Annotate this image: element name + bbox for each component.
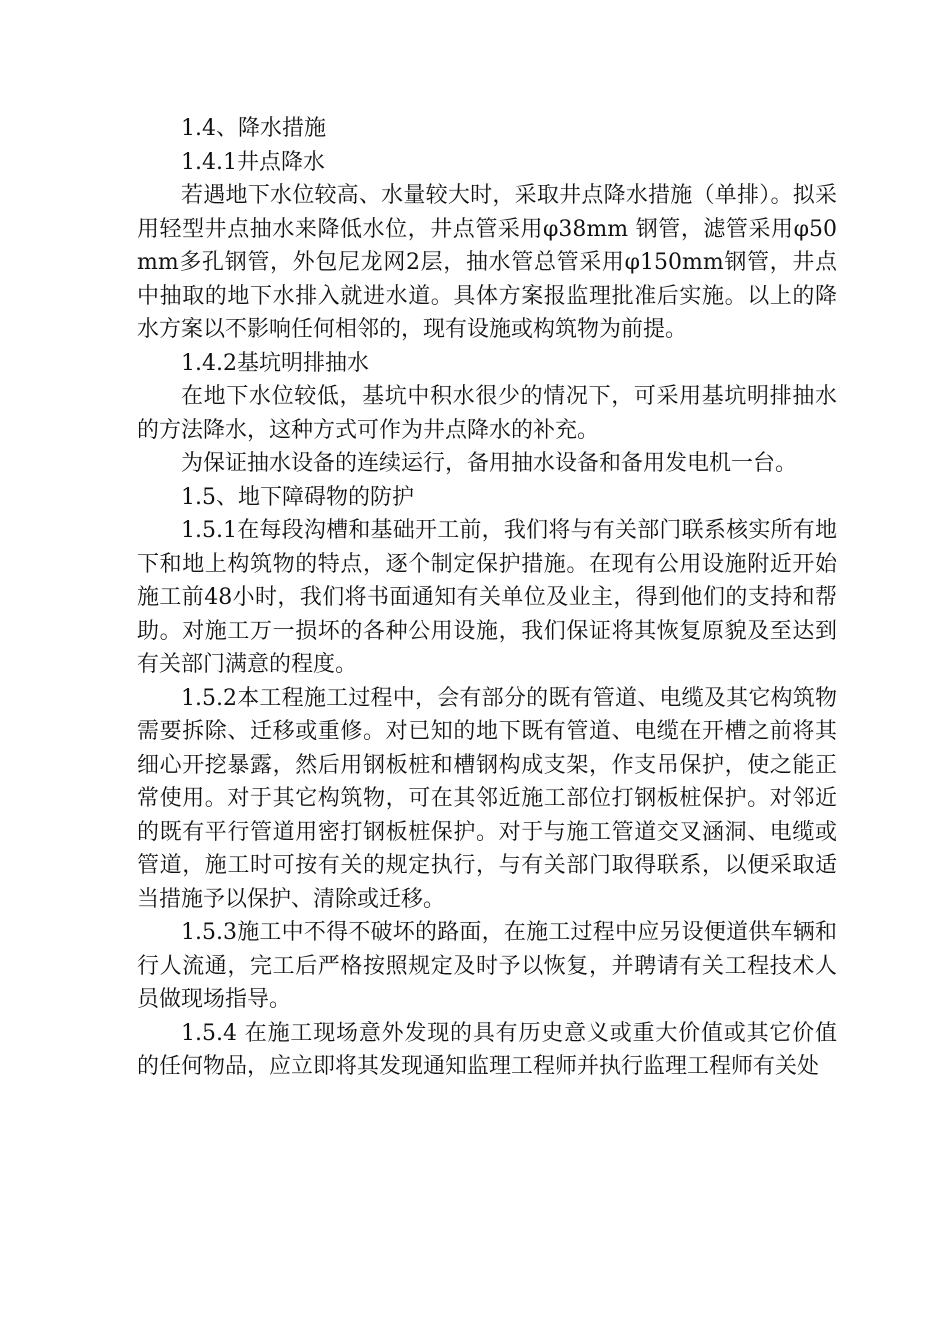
paragraph-1-5-4: 1.5.4 在施工现场意外发现的具有历史意义或重大价值或其它价值的任何物品，应立即将其发现通知监理工程师并执行监理工程师有关处 — [137, 1020, 837, 1079]
paragraph-1-5-1: 1.5.1在每段沟槽和基础开工前，我们将与有关部门联系核实所有地下和地上构筑物的特点，逐个制定保护措施。在现有公用设施附近开始施工前48小时，我们将书面通知有关单位及业主，得到他们的支持和帮助。对施工万一损坏的各种公用设施，我们保证将其恢复原貌及至达到有关部门满意的程度。 — [137, 518, 837, 677]
paragraph-well-point-dewatering: 若遇地下水位较高、水量较大时，采取井点降水措施（单排）。拟采用轻型井点抽水来降低水位，井点管采用φ38mm 钢管，滤管采用φ50mm多孔钢管，外包尼龙网2层，抽水管总管采用φ150mm钢管，井点中抽取的地下水排入就进水道。具体方案报监理批准后实施。以上的降水方案以不影响任何相邻的，现有设施或构筑物为前提。 — [137, 183, 837, 342]
paragraph-1-5-3: 1.5.3施工中不得不破坏的路面，在施工过程中应另设便道供车辆和行人流通，完工后严格按照规定及时予以恢复，并聘请有关工程技术人员做现场指导。 — [137, 920, 837, 1012]
paragraph-open-pumping: 在地下水位较低，基坑中积水很少的情况下，可采用基坑明排抽水的方法降水，这种方式可作为井点降水的补充。 — [137, 384, 837, 443]
section-heading-1-5: 1.5、地下障碍物的防护 — [181, 484, 414, 510]
paragraph-backup-equipment: 为保证抽水设备的连续运行，备用抽水设备和备用发电机一台。 — [181, 451, 798, 476]
document-body — [137, 112, 837, 1084]
section-heading-1-4: 1.4、降水措施 — [181, 116, 326, 141]
paragraph-1-5-2: 1.5.2本工程施工过程中，会有部分的既有管道、电缆及其它构筑物需要拆除、迁移或重修。对已知的地下既有管道、电缆在开槽之前将其细心开挖暴露，然后用钢板桩和槽钢构成支架，作支吊保护，使之能正常使用。对于其它构筑物，可在其邻近施工部位打钢板桩保护。对邻近的既有平行管道用密打钢板桩保护。对于与施工管道交叉涵洞、电缆或管道，施工时可按有关的规定执行，与有关部门取得联系，以便采取适当措施予以保护、清除或迁移。 — [137, 685, 837, 912]
subsection-heading-1-4-2: 1.4.2基坑明排抽水 — [181, 350, 369, 376]
subsection-heading-1-4-1: 1.4.1井点降水 — [181, 149, 325, 175]
